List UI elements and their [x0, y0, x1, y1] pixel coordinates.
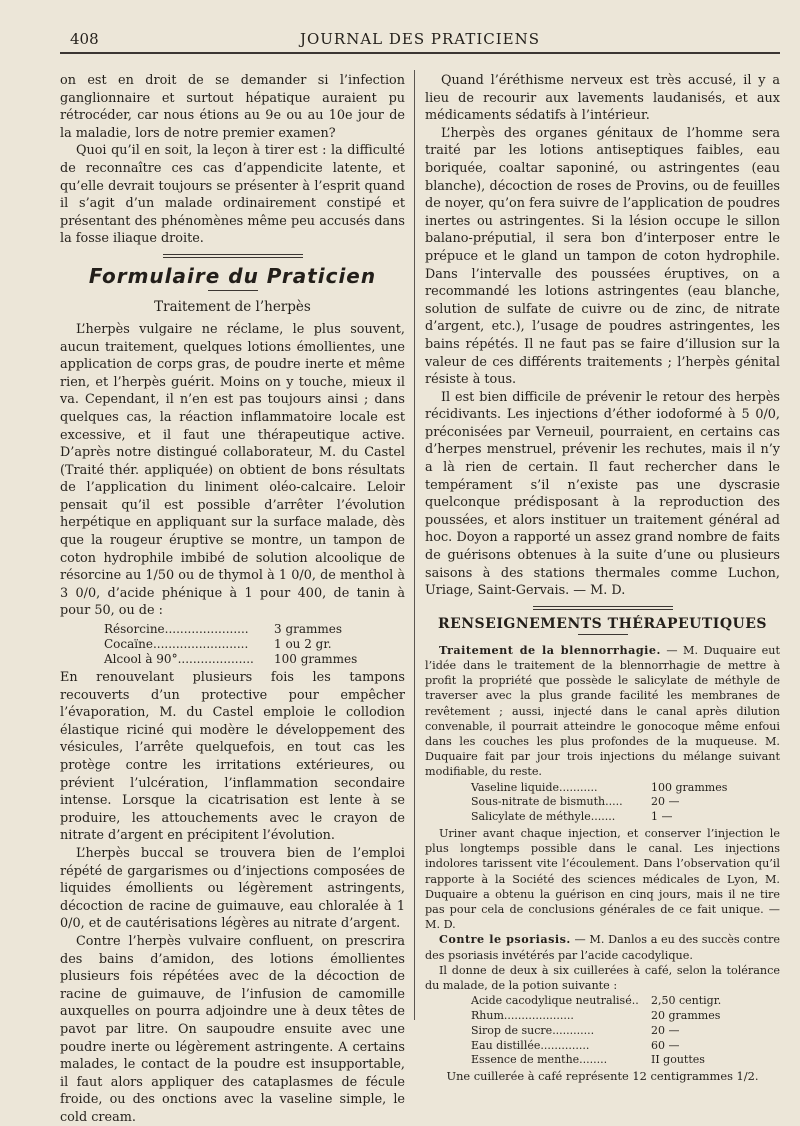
paragraph: En renouvelant plusieurs fois les tampons recouverts d’un protective pour empêcher l’évaporation, M. du Castel emploie le collodion élastique riciné qui modère le développement des vésicules, l’arrête quelquefois, en tout cas les protège contre les irritations extérieures, ou prévient l’ulcération, l’inflammation secondaire intense. Lorsque la cicatrisation est lente à se produire, les attouchements avec le crayon de nitrate d’argent en précipitent l’évolution.	[60, 670, 405, 844]
paragraph-text: — M. Danlos a eu des succès contre des psoriasis invétérés par l’acide cacodylique.	[425, 933, 780, 962]
recipe-row	[471, 1024, 741, 1039]
recipe-row	[471, 1039, 741, 1054]
article-subheading: Traitement de l’herpès	[154, 298, 311, 315]
section-ornament	[533, 606, 673, 610]
header-rule	[60, 52, 780, 54]
page-header	[60, 28, 780, 52]
recipe-ingredient: Acide cacodylique neutralisé..	[471, 994, 639, 1008]
paragraph: Contre l’herpès vulvaire confluent, on prescrira des bains d’amidon, des lotions émollientes plusieurs fois répétées avec de la décoction de racine de guimauve, de l’infusion de camomille auxquelles on pourra adjoindre une à deux têtes de pavot par litre. On saupoudre ensuite avec une poudre inerte ou légèrement astringente. A certains malades, le contact de la poudre est insupportable, il faut alors appliquer des cataplasmes de fécule froide, ou des onctions avec la vaseline simple, le cold cream.	[60, 933, 405, 1125]
recipe-row	[471, 1009, 741, 1024]
recipe-row	[471, 795, 741, 810]
recipe-quantity: 20 grammes	[651, 1009, 721, 1023]
recipe-quantity: 20 —	[651, 795, 680, 809]
recipe-list	[471, 994, 741, 1068]
recipe-list	[471, 781, 741, 825]
section-title: Formulaire du Praticien	[88, 263, 377, 288]
recipe-quantity: 1 —	[651, 810, 673, 824]
paragraph: Il est bien difficile de prévenir le retour des herpès récidivants. Les injections d’éther iodoformé à 5 0/0, préconisées par Verneuil, pourraient, en certains cas d’herpes menstruel, prévenir les rechutes, mais il n’y a là rien de certain. Il faut rechercher dans le tempérament s’il n’existe pas une dyscrasie quelconque prédisposant à la reproduction des poussées, et alors instituer un traitement général ad hoc. Doyon a rapporté un assez grand nombre de faits de guérisons obtenues à la suite d’une ou plusieurs saisons à des stations thermales comme Luchon, Uriage, Saint-Gervais. — M. D.	[425, 389, 780, 599]
recipe-quantity: 2,50 centigr.	[651, 994, 722, 1008]
right-column	[425, 72, 780, 1084]
recipe-row	[104, 622, 374, 637]
run-in-heading: Traitement de la blennorrhagie.	[439, 642, 661, 657]
recipe-ingredient: Sous-nitrate de bismuth.....	[471, 795, 623, 809]
paragraph: Quoi qu’il en soit, la leçon à tirer est : la difficulté de reconnaître ces cas d’appendicite latente, et qu’elle devrait toujours se présenter à l’esprit quand il s’agit d’un malade ordinairement constipé et présentant des phénomènes même peu accusés dans la fosse iliaque droite.	[60, 143, 405, 247]
recipe-quantity: 100 grammes	[651, 780, 728, 794]
recipe-ingredient: Cocaïne.........................	[104, 637, 249, 652]
recipe-row	[104, 637, 374, 652]
left-column	[60, 72, 405, 1125]
paragraph: L’herpès buccal se trouvera bien de l’emploi répété de gargarismes ou d’injections composées de liquides émollients ou légèrement astringents, décoction de racine de guimauve, eau chloralée à 1 0/0, et de cautérisations légères au nitrate d’argent.	[60, 845, 405, 932]
paragraph	[425, 932, 780, 962]
paragraph: Quand l’éréthisme nerveux est très accusé, il y a lieu de recourir aux lavements laudanisés, et aux médicaments sédatifs à l’intérieur.	[425, 73, 780, 124]
paragraph: L’herpès des organes génitaux de l’homme sera traité par les lotions antiseptiques faibles, eau boriquée, coaltar saponiné, ou astringentes (eau blanche), décoction de roses de Provins, ou de feuilles de noyer, qu’on fera suivre de l’application de poudres inertes ou astringentes. Si la lésion occupe le sillon balano-préputial, il sera bon d’interposer entre le prépuce et le gland un tampon de coton hydrophile. Dans l’intervalle des poussées éruptives, on a recommandé les lotions astringentes (eau blanche, solution de sulfate de cuivre ou de zinc, de nitrate d’argent, etc.), l’usage de poudres astringentes, les bains répétés. Il ne faut pas se faire d’illusion sur la valeur de ces différents traitements ; l’herpès génital résiste à tous.	[425, 125, 780, 388]
paragraph: Uriner avant chaque injection, et conserver l’injection le plus longtemps possible dans le canal. Les injections indolores tarissent vite l’écoulement. Dans l’observation qu’il rapporte à la Société des sciences médicales de Lyon, M. Duquaire a obtenu la guérison en cinq jours, mais il ne tire pas pour cela de conclusions générales de ce fait unique. — M. D.	[425, 827, 780, 932]
paragraph	[425, 643, 780, 780]
recipe-list	[104, 622, 374, 667]
recipe-ingredient: Eau distillée..............	[471, 1038, 590, 1052]
recipe-row	[471, 1053, 741, 1068]
recipe-ingredient: Alcool à 90°....................	[104, 652, 254, 667]
title-underline	[578, 634, 628, 635]
paragraph: L’herpès vulgaire ne réclame, le plus souvent, aucun traitement, quelques lotions émollientes, une application de corps gras, de poudre inerte et même rien, et l’herpès guérit. Moins on y touche, mieux il va. Cependant, il n’en est pas toujours ainsi ; dans quelques cas, la réaction inflammatoire locale est excessive, et il faut une thérapeutique active. D’après notre distingué collaborateur, M. du Castel (Traité thér. appliquée) on obtient de bons résultats de l’application du liniment oléo-calcaire. Leloir pensait qu’il est possible d’arrêter l’évolution herpétique en appliquant sur la surface malade, dès que la rougeur éruptive se montre, un tampon de coton hydrophile imbibé de solution alcoolique de résorcine au 1/50 ou de thymol à 1 0/0, de menthol à 3 0/0, d’acide phénique à 1 pour 400, de tanin à pour 50, ou de :	[60, 321, 405, 619]
recipe-quantity: 1 ou 2 gr.	[274, 637, 332, 652]
recipe-quantity: II gouttes	[651, 1053, 705, 1067]
recipe-ingredient: Sirop de sucre............	[471, 1023, 595, 1037]
dosage-note: Une cuillerée à café représente 12 centigrammes 1/2.	[446, 1069, 759, 1084]
recipe-row	[471, 810, 741, 825]
recipe-quantity: 100 grammes	[274, 652, 358, 667]
section-ornament	[163, 254, 303, 258]
recipe-row	[471, 781, 741, 796]
run-in-heading: Contre le psoriasis.	[439, 932, 571, 947]
recipe-row	[471, 994, 741, 1009]
recipe-row	[104, 652, 374, 667]
recipe-ingredient: Rhum....................	[471, 1009, 574, 1023]
paragraph: Il donne de deux à six cuillerées à café, selon la tolérance du malade, de la potion suivante :	[425, 963, 780, 993]
page-number: 408	[70, 30, 99, 48]
recipe-ingredient: Résorcine......................	[104, 622, 249, 637]
recipe-ingredient: Essence de menthe........	[471, 1053, 608, 1067]
recipe-quantity: 3 grammes	[274, 622, 343, 637]
title-underline	[208, 290, 258, 291]
paragraph-text: — M. Duquaire eut l’idée dans le traitement de la blennorrhagie de mettre à profit la propriété que possède le salicylate de méthyle de traverser avec la plus grande facilité les membranes de revêtement ; aussi, injecté dans le canal après dilution convenable, il pourrait atteindre le gonocoque même enfoui dans les couches les plus profondes de la muqueuse. M. Duquaire fait par jour trois injections du mélange suivant modifiable, du reste.	[425, 643, 780, 779]
running-title: JOURNAL DES PRATICIENS	[299, 30, 541, 48]
column-divider	[414, 70, 415, 1020]
section-title: RENSEIGNEMENTS THÉRAPEUTIQUES	[437, 615, 768, 632]
paragraph: on est en droit de se demander si l’infection ganglionnaire et surtout hépatique auraient pu rétrocéder, car nous étions au 9e ou au 10e jour de la maladie, lors de notre premier examen?	[60, 73, 405, 141]
recipe-quantity: 20 —	[651, 1023, 680, 1037]
recipe-ingredient: Salicylate de méthyle.......	[471, 810, 616, 824]
recipe-quantity: 60 —	[651, 1038, 680, 1052]
recipe-ingredient: Vaseline liquide...........	[471, 780, 598, 794]
